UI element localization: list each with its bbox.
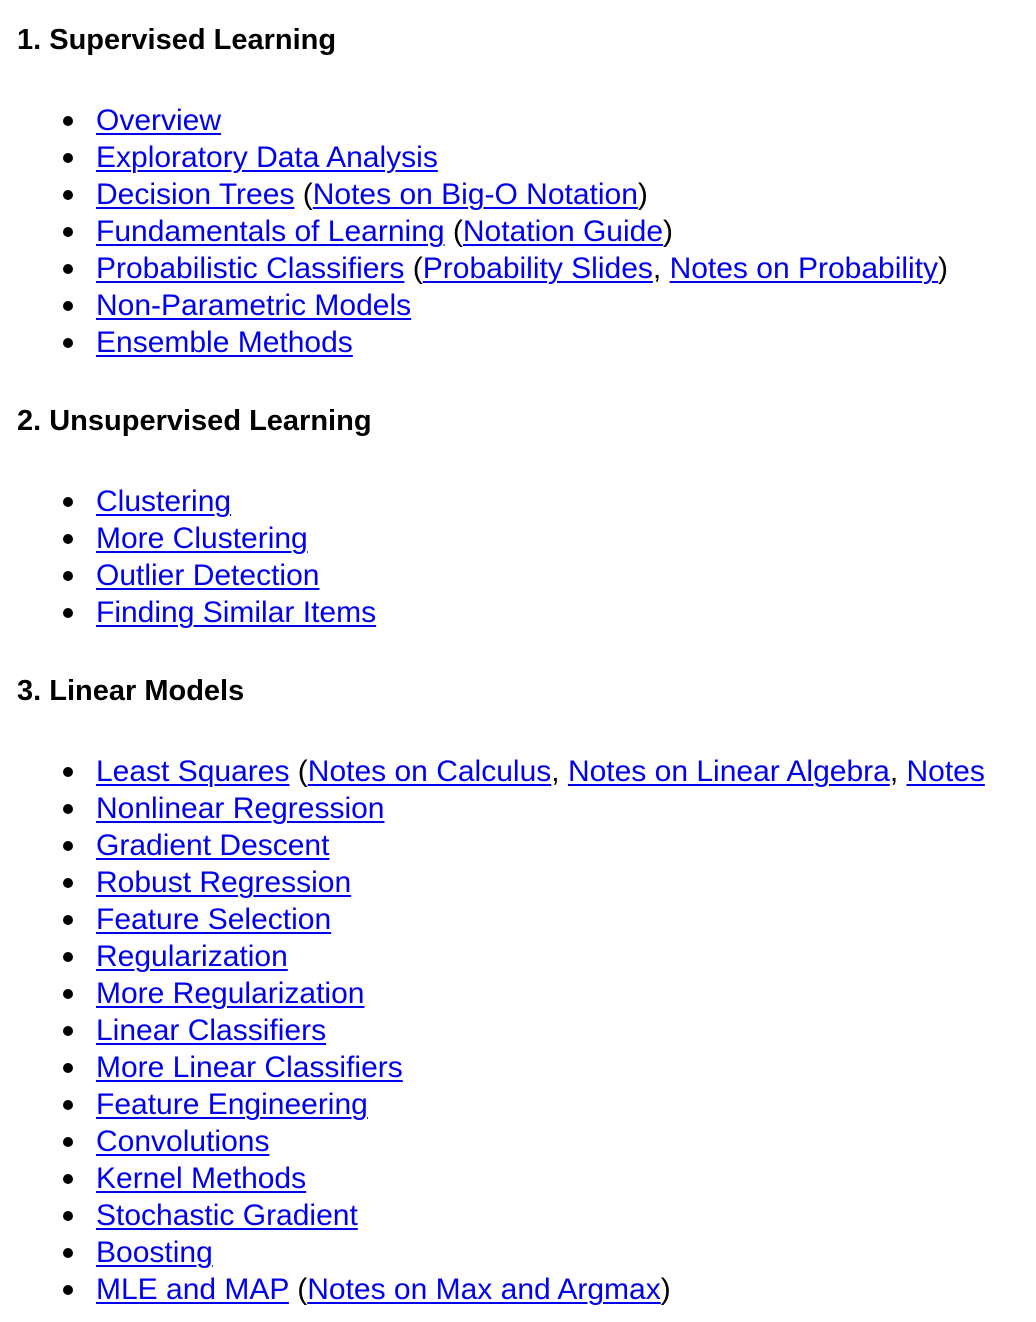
topic-link-fundamentals-of-learning[interactable]: Fundamentals of Learning xyxy=(96,215,445,248)
topic-link-overview[interactable]: Overview xyxy=(96,104,222,137)
notes-link-notes-on-linear-algebra[interactable]: Notes on Linear Algebra xyxy=(567,755,890,788)
topic-link-kernel-methods[interactable]: Kernel Methods xyxy=(96,1162,307,1195)
topic-link-mle-and-map[interactable]: MLE and MAP xyxy=(96,1273,289,1306)
section-title-unsupervised-learning: 2. Unsupervised Learning xyxy=(17,405,372,437)
topic-link-gradient-descent[interactable]: Gradient Descent xyxy=(96,829,330,862)
bullet-icon xyxy=(63,1063,73,1073)
notes-link-notes[interactable]: Notes xyxy=(906,755,985,788)
topic-link-feature-selection[interactable]: Feature Selection xyxy=(96,903,332,936)
bullet-icon xyxy=(63,1285,73,1295)
topic-link-clustering[interactable]: Clustering xyxy=(96,485,232,518)
list-item xyxy=(96,790,985,827)
section-title-linear-models: 3. Linear Models xyxy=(17,675,245,707)
separator-comma: , xyxy=(551,755,568,788)
list-item xyxy=(96,520,376,557)
topic-link-more-linear-classifiers[interactable]: More Linear Classifiers xyxy=(96,1051,403,1084)
notes-link-notes-on-max-and-argmax[interactable]: Notes on Max and Argmax xyxy=(307,1273,661,1306)
list-item xyxy=(96,938,985,975)
topic-link-boosting[interactable]: Boosting xyxy=(96,1236,213,1269)
topic-link-feature-engineering[interactable]: Feature Engineering xyxy=(96,1088,368,1121)
bullet-icon xyxy=(63,301,73,311)
paren-open: ( xyxy=(404,252,423,285)
topic-link-outlier-detection[interactable]: Outlier Detection xyxy=(96,559,320,592)
topic-link-probabilistic-classifiers[interactable]: Probabilistic Classifiers xyxy=(96,252,405,285)
notes-link-notes-on-probability[interactable]: Notes on Probability xyxy=(669,252,939,285)
paren-close: ) xyxy=(660,1273,671,1306)
topic-link-nonlinear-regression[interactable]: Nonlinear Regression xyxy=(96,792,385,825)
list-item xyxy=(96,250,948,287)
paren-open: ( xyxy=(289,755,308,788)
paren-open: ( xyxy=(288,1273,308,1306)
topic-link-ensemble-methods[interactable]: Ensemble Methods xyxy=(96,326,353,359)
paren-open: ( xyxy=(294,178,313,211)
list-item xyxy=(96,901,985,938)
bullet-icon xyxy=(63,841,73,851)
list-item xyxy=(96,102,948,139)
topic-link-stochastic-gradient[interactable]: Stochastic Gradient xyxy=(96,1199,358,1232)
course-page xyxy=(17,0,1036,1322)
bullet-icon xyxy=(63,1211,73,1221)
list-item xyxy=(96,139,948,176)
topic-link-finding-similar-items[interactable]: Finding Similar Items xyxy=(96,596,377,629)
topic-link-linear-classifiers[interactable]: Linear Classifiers xyxy=(96,1014,327,1047)
bullet-icon xyxy=(63,915,73,925)
topic-link-decision-trees[interactable]: Decision Trees xyxy=(96,178,295,211)
list-item xyxy=(96,1234,985,1271)
list-item xyxy=(96,557,376,594)
list-item xyxy=(96,1123,985,1160)
bullet-icon xyxy=(63,264,73,274)
bullet-icon xyxy=(63,767,73,777)
list-item xyxy=(96,287,948,324)
notes-link-probability-slides[interactable]: Probability Slides xyxy=(422,252,653,285)
bullet-icon xyxy=(63,1248,73,1258)
bullet-icon xyxy=(63,989,73,999)
paren-close: ) xyxy=(637,178,648,211)
list-item xyxy=(96,864,985,901)
topic-link-robust-regression[interactable]: Robust Regression xyxy=(96,866,352,899)
topic-link-non-parametric-models[interactable]: Non-Parametric Models xyxy=(96,289,412,322)
list-item xyxy=(96,753,985,790)
list-item xyxy=(96,594,376,631)
topic-link-regularization[interactable]: Regularization xyxy=(96,940,288,973)
bullet-icon xyxy=(63,338,73,348)
topic-link-convolutions[interactable]: Convolutions xyxy=(96,1125,270,1158)
topic-link-more-regularization[interactable]: More Regularization xyxy=(96,977,365,1010)
bullet-icon xyxy=(63,878,73,888)
bullet-icon xyxy=(63,804,73,814)
notes-link-notation-guide[interactable]: Notation Guide xyxy=(462,215,664,248)
list-item xyxy=(96,176,948,213)
list-item xyxy=(96,324,948,361)
list-item xyxy=(96,1197,985,1234)
bullet-icon xyxy=(63,1137,73,1147)
paren-close: ) xyxy=(663,215,674,248)
topic-list-unsupervised-learning xyxy=(17,483,376,631)
list-item xyxy=(96,1012,985,1049)
bullet-icon xyxy=(63,116,73,126)
bullet-icon xyxy=(63,1174,73,1184)
bullet-icon xyxy=(63,571,73,581)
bullet-icon xyxy=(63,534,73,544)
notes-link-notes-on-big-o-notation[interactable]: Notes on Big-O Notation xyxy=(312,178,638,211)
bullet-icon xyxy=(63,227,73,237)
list-item xyxy=(96,1086,985,1123)
bullet-icon xyxy=(63,153,73,163)
bullet-icon xyxy=(63,1100,73,1110)
bullet-icon xyxy=(63,608,73,618)
bullet-icon xyxy=(63,1026,73,1036)
list-item xyxy=(96,1160,985,1197)
list-item xyxy=(96,1049,985,1086)
list-item xyxy=(96,213,948,250)
topic-link-more-clustering[interactable]: More Clustering xyxy=(96,522,308,555)
bullet-icon xyxy=(63,497,73,507)
paren-close: ) xyxy=(938,252,949,285)
list-item xyxy=(96,827,985,864)
separator-comma: , xyxy=(652,252,670,285)
topic-link-least-squares[interactable]: Least Squares xyxy=(96,755,290,788)
notes-link-notes-on-calculus[interactable]: Notes on Calculus xyxy=(307,755,552,788)
paren-open: ( xyxy=(444,215,463,248)
bullet-icon xyxy=(63,952,73,962)
topic-list-supervised-learning xyxy=(17,102,948,361)
section-title-supervised-learning: 1. Supervised Learning xyxy=(17,24,337,56)
topic-list-linear-models xyxy=(17,753,985,1308)
bullet-icon xyxy=(63,190,73,200)
list-item xyxy=(96,975,985,1012)
list-item xyxy=(96,1271,985,1308)
separator-comma: , xyxy=(889,755,907,788)
topic-link-exploratory-data-analysis[interactable]: Exploratory Data Analysis xyxy=(96,141,438,174)
list-item xyxy=(96,483,376,520)
